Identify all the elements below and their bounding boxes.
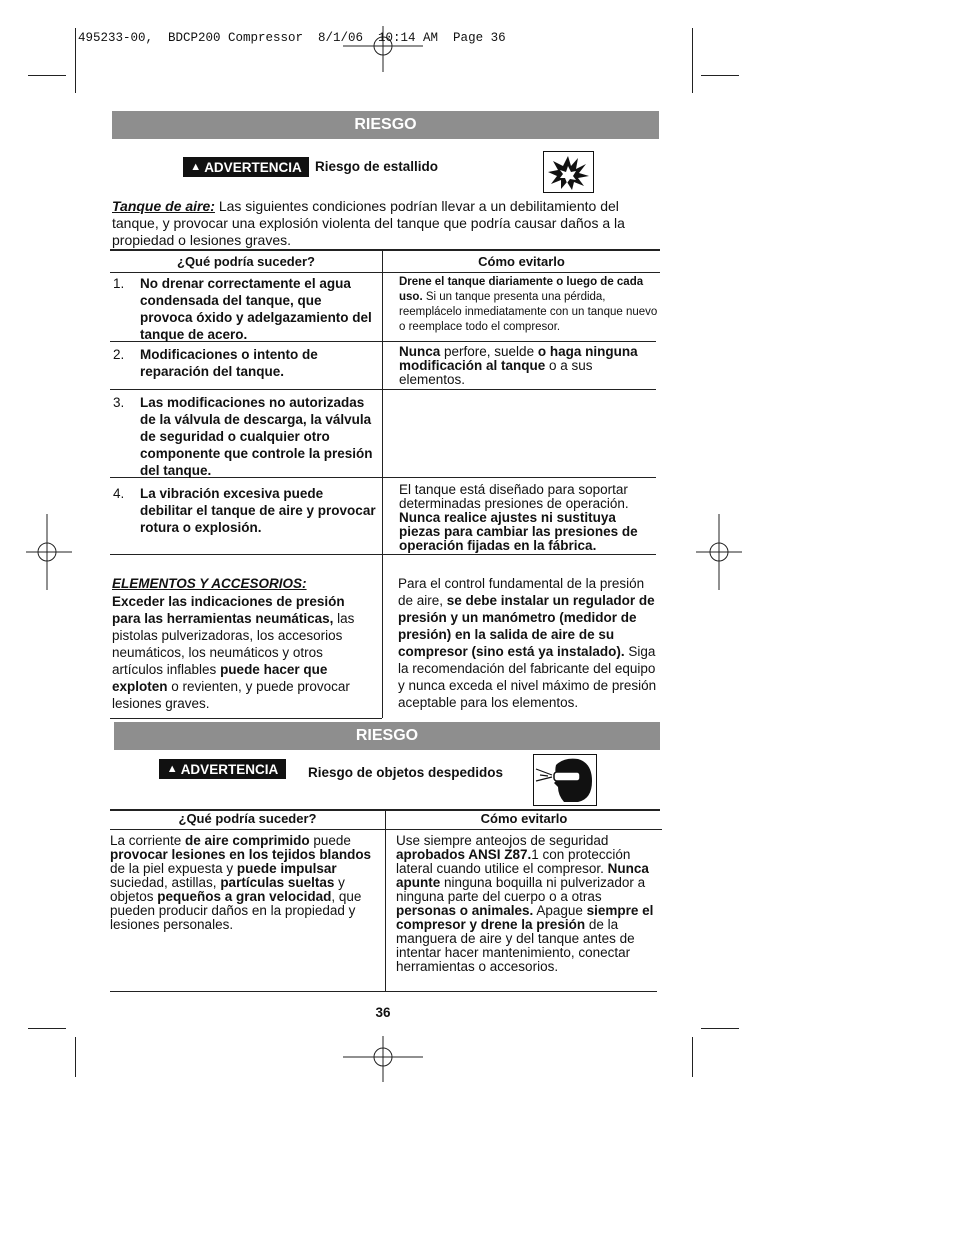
hazard-bold: pequeños a gran velocidad xyxy=(157,889,332,904)
section-bar-riesgo: RIESGO xyxy=(114,722,660,750)
hazard-text: de la piel expuesta y xyxy=(110,861,237,876)
row-number: 2. xyxy=(113,347,125,362)
table-rule xyxy=(110,249,660,251)
hazard-text: , que pueden producir daños en la propiedad y lesiones personales. xyxy=(110,889,362,932)
hazard-text: puede xyxy=(309,833,351,848)
crop-mark xyxy=(692,1037,693,1077)
row-prevention xyxy=(399,345,659,387)
row-number: 1. xyxy=(113,276,125,291)
accessories-text: o revienten, y puede provocar lesiones graves. xyxy=(112,679,350,711)
accessories-hazard xyxy=(112,593,374,712)
prevention-text: de la manguera de aire y del tanque antes de intentar hacer mantenimiento, conectar herramientas o accesorios. xyxy=(396,917,635,974)
warning-triangle-icon: ▲ xyxy=(166,763,178,775)
table-rule xyxy=(110,272,660,273)
crop-mark xyxy=(75,1037,76,1077)
flying-objects-prevention xyxy=(396,834,662,974)
table-rule xyxy=(110,829,662,830)
row-prevention-bold: o haga ninguna modificación al tanque xyxy=(399,344,638,373)
row-prevention-bold: Drene el tanque diariamente o luego de cada uso. xyxy=(399,276,644,303)
row-prevention-text: o a sus elementos. xyxy=(399,358,593,387)
crop-mark xyxy=(28,1028,66,1029)
hazard-title: Riesgo de objetos despedidos xyxy=(308,765,504,780)
row-hazard: No drenar correctamente el agua condensada del tanque, que provoca óxido y adelgazamiento del tanque de acero. xyxy=(140,276,372,342)
prevention-text: 1 con protección lateral cuando utilice el compresor. xyxy=(396,847,631,876)
column-header-left: ¿Qué podría suceder? xyxy=(178,811,317,826)
accessories-text: las pistolas pulverizadoras, los accesorios neumáticos, los neumáticos y otros artículos inflables xyxy=(112,611,355,677)
intro-label: Tanque de aire: xyxy=(112,198,215,214)
flying-objects-hazard xyxy=(110,834,382,932)
row-number: 3. xyxy=(113,395,125,410)
column-header-left: ¿Qué podría suceder? xyxy=(177,254,315,269)
row-prevention xyxy=(399,483,659,553)
hazard-bold: partículas sueltas xyxy=(220,875,335,890)
prevention-text: Use siempre anteojos de seguridad xyxy=(396,833,609,848)
safety-goggles-icon xyxy=(533,754,597,806)
registration-mark-icon xyxy=(343,1036,423,1082)
accessories-prevention xyxy=(398,575,660,711)
hazard-bold: de aire comprimido xyxy=(185,833,310,848)
accessories-bold: puede hacer que exploten xyxy=(112,662,328,694)
crop-mark xyxy=(701,75,739,76)
hazard-text: y objetos xyxy=(110,875,345,904)
table-rule xyxy=(110,991,657,992)
accessories-title xyxy=(112,575,307,592)
row-prevention-text: El tanque está diseñado para soportar determinadas presiones de operación. xyxy=(399,482,629,511)
row-prevention-bold: Nunca realice ajustes ni sustituya piezas para cambiar las presiones de operación fijadas en la fábrica. xyxy=(399,510,638,553)
accessories-text: Para el control fundamental de la presión de aire, xyxy=(398,576,645,608)
accessories-text: Siga la recomendación del fabricante del equipo y nunca exceda el nivel máximo de presión aceptable para los elementos. xyxy=(398,644,657,710)
table-rule xyxy=(110,389,656,390)
warning-label: ADVERTENCIA xyxy=(180,761,279,777)
section-bar-riesgo: RIESGO xyxy=(112,111,659,139)
warning-triangle-icon: ▲ xyxy=(190,161,202,173)
table-rule xyxy=(110,718,382,719)
table-divider xyxy=(382,250,383,718)
registration-mark-icon xyxy=(26,514,72,590)
accessories-title-text: ELEMENTOS Y ACCESORIOS: xyxy=(112,576,307,591)
prevention-bold: personas o animales. xyxy=(396,903,534,918)
prevention-text: ninguna boquilla ni pulverizador a ninguna parte del cuerpo o a otras xyxy=(396,875,646,904)
prevention-bold: siempre el compresor y drene la presión xyxy=(396,903,654,932)
crop-mark xyxy=(75,28,76,93)
page-number: 36 xyxy=(375,1005,391,1020)
crop-mark xyxy=(701,1028,739,1029)
column-header-right: Cómo evitarlo xyxy=(478,254,565,269)
intro-text: Las siguientes condiciones podrían llevar a un debilitamiento del tanque, y provocar una explosión violenta del tanque que podría causar daños a la propiedad o lesiones graves. xyxy=(112,198,625,248)
prevention-bold: aprobados ANSI Z87. xyxy=(396,847,532,862)
row-prevention-bold: Nunca xyxy=(399,344,441,359)
prevention-bold: Nunca apunte xyxy=(396,861,649,890)
row-prevention-text: Si un tanque presenta una pérdida, reemplácelo inmediatamente con un tanque nuevo o reemplace todo el compresor. xyxy=(399,291,658,333)
explosion-icon xyxy=(543,151,594,193)
crop-mark xyxy=(692,28,693,93)
row-hazard: Modificaciones o intento de reparación del tanque. xyxy=(140,347,318,379)
hazard-text: La corriente xyxy=(110,833,186,848)
warning-label: ADVERTENCIA xyxy=(204,159,302,175)
warning-badge xyxy=(159,759,286,779)
row-number: 4. xyxy=(113,486,125,501)
row-hazard: La vibración excesiva puede debilitar el tanque de aire y provocar rotura o explosión. xyxy=(140,486,376,535)
prevention-text: Apague xyxy=(533,903,587,918)
row-prevention xyxy=(399,275,661,335)
hazard-title: Riesgo de estallido xyxy=(315,159,439,174)
accessories-bold: se debe instalar un regulador de presión y un manómetro (medidor de presión) en la salida de aire de su compresor (sino está ya instalado). xyxy=(398,593,655,659)
warning-badge xyxy=(183,157,309,177)
hazard-text: suciedad, astillas, xyxy=(110,875,221,890)
print-slug: 495233-00, BDCP200 Compressor 8/1/06 10:14 AM Page 36 xyxy=(78,31,506,45)
row-prevention-text: perfore, suelde xyxy=(440,344,538,359)
column-header-right: Cómo evitarlo xyxy=(480,811,568,826)
hazard-bold: provocar lesiones en los tejidos blandos xyxy=(110,847,372,862)
hazard-bold: puede impulsar xyxy=(236,861,337,876)
row-hazard: Las modificaciones no autorizadas de la válvula de descarga, la válvula de seguridad o cualquier otro componente que controle la presión del tanque. xyxy=(140,395,373,478)
intro-paragraph xyxy=(112,198,660,249)
accessories-bold: Exceder las indicaciones de presión para las herramientas neumáticas, xyxy=(112,594,345,626)
registration-mark-icon xyxy=(696,514,742,590)
crop-mark xyxy=(28,75,66,76)
table-divider xyxy=(385,811,386,991)
table-rule xyxy=(110,554,656,555)
